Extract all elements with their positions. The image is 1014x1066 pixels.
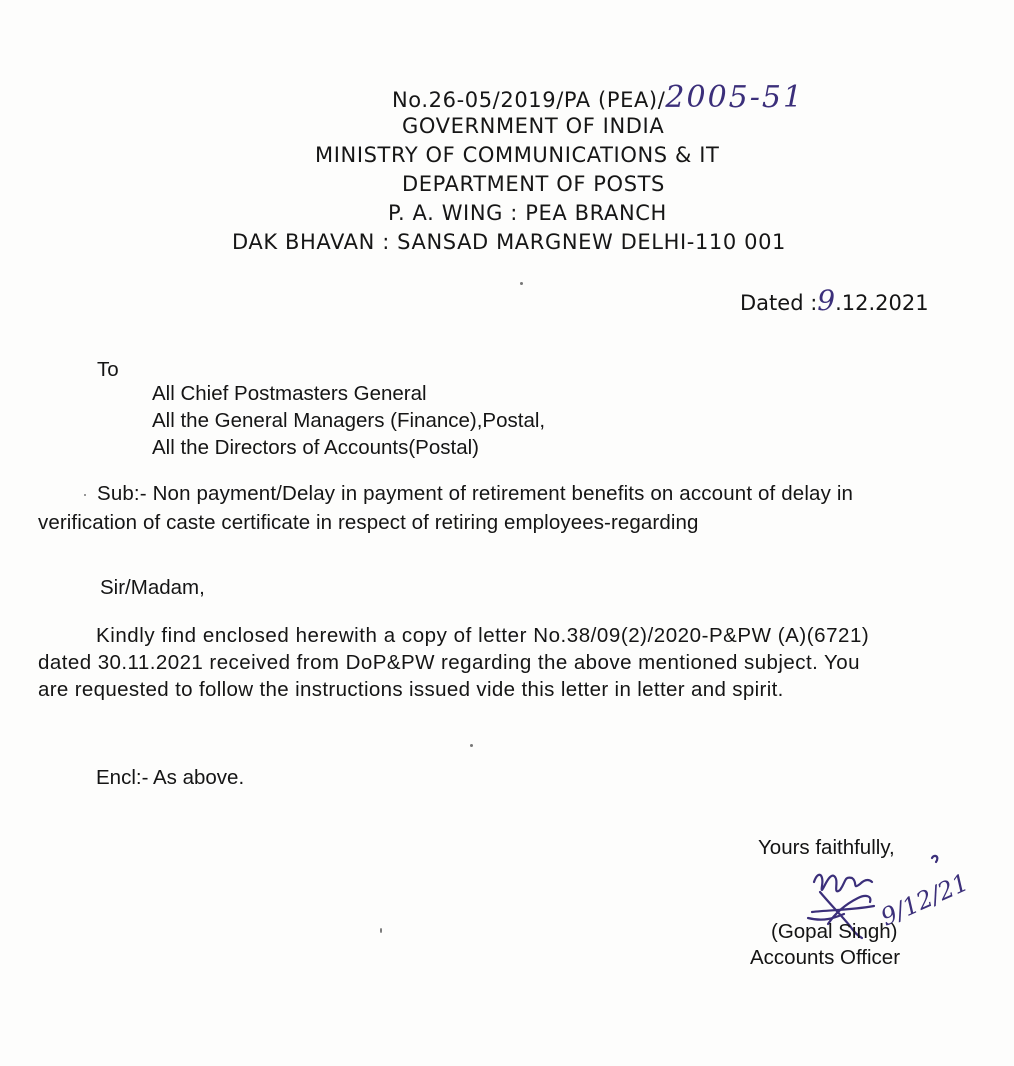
letter-date — [740, 284, 929, 317]
addressee-line: All the General Managers (Finance),Postal, — [152, 409, 546, 432]
file-number — [392, 80, 804, 115]
signature-date: 9/12/21 — [876, 868, 973, 932]
scan-speck — [380, 928, 382, 933]
date-label: Dated : — [740, 291, 818, 315]
file-number-printed: No.26-05/2019/PA (PEA)/ — [392, 88, 666, 112]
signatory-designation: Accounts Officer — [750, 946, 901, 969]
letterhead-department: DEPARTMENT OF POSTS — [402, 172, 665, 196]
valediction: Yours faithfully, — [758, 836, 895, 859]
body-line-2: dated 30.11.2021 received from DoP&PW regarding the above mentioned subject. You — [38, 651, 860, 674]
file-number-handwritten: 2005-51 — [665, 80, 805, 115]
salutation: Sir/Madam, — [100, 576, 205, 599]
scan-speck — [520, 282, 523, 285]
addressee-line: All Chief Postmasters General — [152, 382, 427, 405]
scan-speck — [470, 744, 473, 747]
body-line-3: are requested to follow the instructions issued vide this letter in letter and spirit. — [38, 678, 784, 701]
scan-speck — [84, 494, 86, 496]
date-day-handwritten: 9 — [817, 284, 836, 317]
subject-line-2: verification of caste certificate in respect of retiring employees-regarding — [38, 511, 699, 534]
letterhead-wing: P. A. WING : PEA BRANCH — [388, 201, 667, 225]
date-month-year: .12.2021 — [835, 291, 929, 315]
letterhead-address: DAK BHAVAN : SANSAD MARGNEW DELHI-110 001 — [232, 230, 786, 254]
signatory-name: (Gopal Singh) — [771, 920, 898, 943]
to-label: To — [97, 358, 119, 381]
letterhead-government: GOVERNMENT OF INDIA — [402, 114, 665, 138]
addressee-line: All the Directors of Accounts(Postal) — [152, 436, 479, 459]
body-line-1: Kindly find enclosed herewith a copy of letter No.38/09(2)/2020-P&PW (A)(6721) — [96, 624, 870, 647]
letterhead-ministry: MINISTRY OF COMMUNICATIONS & IT — [315, 143, 720, 167]
enclosure-note: Encl:- As above. — [96, 766, 245, 789]
subject-line-1: Sub:- Non payment/Delay in payment of retirement benefits on account of delay in — [97, 482, 854, 505]
